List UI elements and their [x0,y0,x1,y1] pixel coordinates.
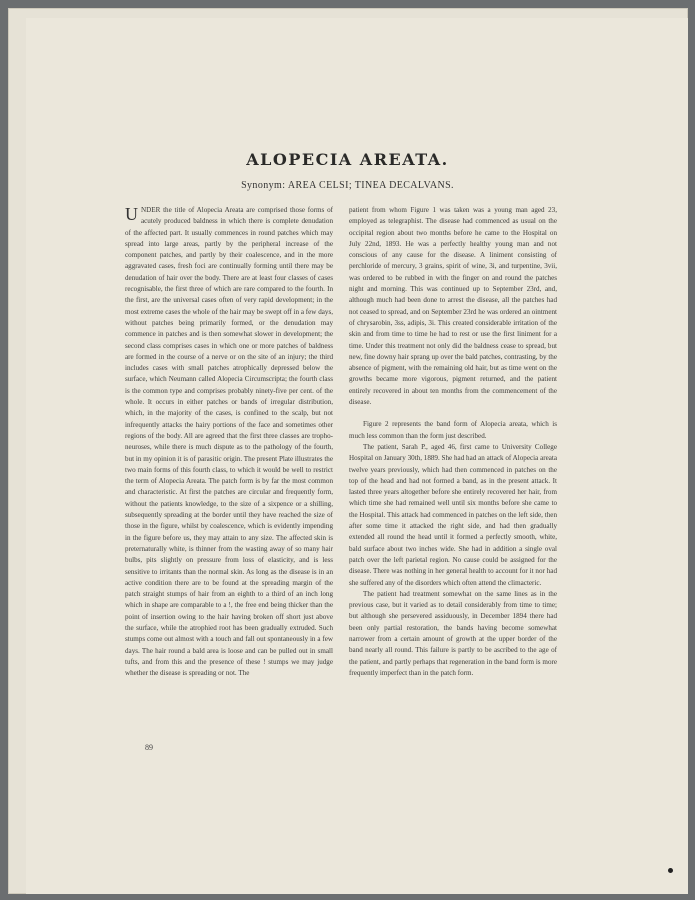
page-title: ALOPECIA AREATA. [246,150,449,169]
synonym-line [0,180,695,191]
left-paragraph-text: NDER the title of Alopecia Areata are comprised those forms of acutely produced baldness in which there is complete denudation of the affected part. It usually commences in round patches which may spread into large areas, partly by the peripheral increase of the component patches, and partly by their coalescence, and in the more aggravated cases, fresh foci are continually forming until there may be denudation of hair over the body. There are at least four classes of cases recognisable, the first three of which are rare compared to the fourth. In the first, are the universal cases often of very rapid development; in the most extreme cases the whole of the hair may be swept off in a few days, without patches being primarily formed, or the denudation may commence in patches and is then somewhat slower in development; the second class comprises cases in which one or more patches of baldness are formed in the course of a nerve or on the site of an injury; the third includes cases with small patches atrophically depressed below the surface, which Neumann called Alopecia Circumscripta; the fourth class is the common type and comprises probably ninety-five per cent. of the whole. It occurs in either patches or bands of irregular distribution, which, in the majority of the cases, is confined to the scalp, but not infrequently attacks the hairy portions of the face and sometimes other regions of the body. All are agreed that the first three classes are tropho-neuroses, while there is much dispute as to the pathology of the fourth, but in my opinion it is of parasitic origin. The present Plate illustrates the two main forms of this fourth class, to which it would be well to restrict the term of Alopecia Areata. The patch form is by far the most common and characteristic. At first the patches are circular and frequently form, without the patients knowledge, to the size of a sixpence or a shilling, subsequently spreading at the border until they have reached the size of those in the figure, whilst by coalescence, which is evidently impending in the figure before us, they may attain to any size. The affected skin is preternaturally white, is thinner from the wasting away of so many hair bulbs, pits slightly on pressure from loss of elasticity, and is less sensitive to irritants than the normal skin. As long as the disease is in an active condition there are to be found at the spreading margin of the patch straight stumps of hair from an eighth to a third of an inch long which in shape are comparable to a !, the free end being thicker than the point of insertion owing to the hair having broken off short just above the surface, while the atrophied root has been gradually extruded. Such stumps come out almost with a touch and fall out spontaneously in a few days. The hair round a bald area is loose and can be pulled out in small tufts, and from this and the presence of these ! stumps we may judge whether the disease is spreading or not. The [125,206,333,678]
right-paragraph: The patient, Sarah P., aged 46, first came to University College Hospital on January 30th, 1889. She had had an attack of Alopecia areata twelve years previously, which had then commenced in patches on the top of the head and had not formed a band, as in the present attack. It lasted three years altogether before she entirely recovered her hair, from which time she had remained well until six months before she came to the Hospital. This attack had commenced in patches on the left side, then after some time it attacked the right side, and had then gradually extended all round the head until it formed a perfectly smooth, white, bald surface about two inches wide. She had in addition a single oval patch over the left parietal region. No cause could be assigned for the disease. There was nothing in her general health to account for it nor had she suffered any of the disorders which often attend the climacteric. [349,442,557,587]
page-number: 89 [145,743,153,752]
drop-cap: U [125,204,138,224]
right-column [349,205,557,679]
mounting-board [8,8,688,894]
synonym-text: AREA CELSI; TINEA DECALVANS. [287,180,454,191]
pin-hole-mark [668,868,673,873]
right-paragraph: The patient had treatment somewhat on the same lines as in the previous case, but it varied as to detail considerably from time to time; but although she persevered assiduously, in December 1894 there had been only partial restoration, the bands having become somewhat narrower from a certain amount of growth at the upper border of the band nearly all round. This failure is partly to be ascribed to the age of the patient, and partly perhaps that regeneration in the band form is more frequently imperfect than in the patch form. [349,589,557,677]
left-paragraph [125,205,333,679]
right-paragraph: patient from whom Figure 1 was taken was a young man aged 23, employed as telegraphist. The disease had commenced as usual on the occipital region about two months before he came to the Hospital on July 22nd, 1893. He was a perfectly healthy young man and not conscious of any cause for the disease. A liniment consisting of perchloride of mercury, 3 grains, spirit of wine, 3i, and turpentine, 3vii, was ordered to be rubbed in with the finger on and round the patches night and morning. This was continued up to September 23rd, and, although much had been done to arrest the disease, all the patches had not ceased to spread, and on September 23rd he was ordered an ointment of chrysarobin, 3ss, adipis, 3i. This created considerable irritation of the skin and from time to time he had to rest or use the first liniment for a time. Under this treatment not only did the baldness cease to spread, but new, fine downy hair sprang up over the bald patches, contrasting, by the absence of pigment, with the remaining old hair, but as time went on the growths became more vigorous, pigment returned, and the patient entirely recovered in about ten months from the commencement of the disease. [349,206,557,407]
right-paragraph: Figure 2 represents the band form of Alopecia areata, which is much less common than the form just described. [349,420,557,440]
synonym-label: Synonym: [241,180,286,191]
left-column [125,205,333,679]
